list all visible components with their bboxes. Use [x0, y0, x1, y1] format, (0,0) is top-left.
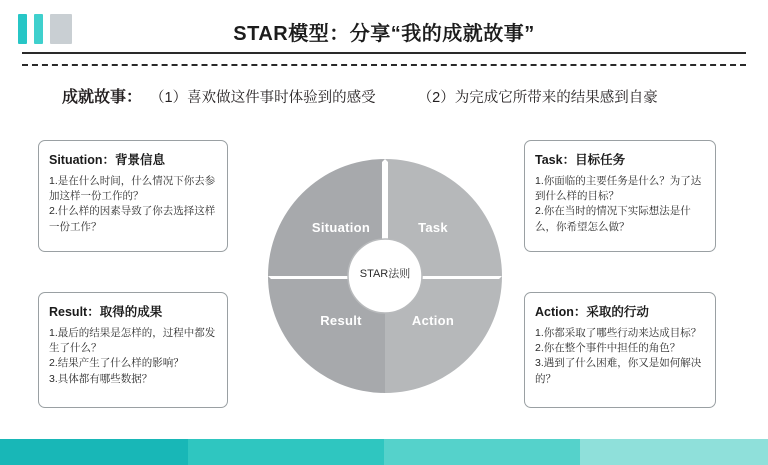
subtitle-item-2: （2）为完成它所带来的结果感到自豪 [417, 90, 658, 106]
subtitle-row [62, 84, 658, 107]
info-box-line: 3.具体都有哪些数据？ [49, 372, 153, 385]
info-box-title: Situation：背景信息 [49, 153, 165, 167]
info-box-line: 2.什么样的因素导致了你去选择这样 [49, 205, 216, 218]
footer-band [580, 439, 768, 465]
page-title: STAR模型：分享“我的成就故事” [233, 23, 535, 45]
info-box-line: 么，你希望怎么做？ [535, 220, 630, 233]
info-box-line: 到什么样的目标？ [535, 190, 619, 203]
info-box-line: 2.结果产生了什么样的影响？ [49, 357, 184, 370]
donut-center-label: STAR法则 [359, 268, 411, 280]
donut-label-result: Result [320, 313, 362, 328]
subtitle-lead: 成就故事： [62, 89, 143, 106]
footer-band [188, 439, 384, 465]
info-box-action [524, 292, 716, 408]
info-box-line: 一份工作？ [49, 220, 102, 233]
info-box-task [524, 140, 716, 252]
footer-band [384, 439, 580, 465]
info-box-result [38, 292, 228, 408]
info-box-line: 生了什么？ [49, 342, 102, 355]
header-divider [22, 52, 746, 54]
star-model-donut-chart [266, 150, 504, 402]
page-footer [0, 439, 768, 465]
info-box-line: 2.你在整个事件中担任的角色？ [535, 342, 681, 355]
footer-band [0, 439, 188, 465]
info-box-line: 1.最后的结果是怎样的，过程中都发 [49, 327, 216, 339]
donut-label-situation: Situation [311, 220, 371, 235]
header-dashed-divider [22, 64, 746, 66]
info-box-line: 1.你面临的主要任务是什么？为了达 [535, 175, 702, 187]
info-box-line: 3.遇到了什么困难，你又是如何解决 [535, 357, 702, 370]
subtitle-item-1: （1）喜欢做这件事时体验到的感受 [150, 90, 376, 106]
info-box-title: Result：取得的成果 [49, 305, 163, 319]
page-header [0, 0, 768, 60]
donut-label-task: Task [418, 220, 448, 235]
info-box-title: Action：采取的行动 [535, 305, 649, 319]
info-box-line: 的？ [535, 372, 556, 385]
info-box-line: 1.是在什么时间，什么情况下你去参 [49, 175, 216, 187]
donut-svg [266, 150, 504, 402]
info-box-line: 加这样一份工作的？ [49, 190, 144, 203]
info-box-line: 2.你在当时的情况下实际想法是什 [535, 205, 691, 218]
info-box-line: 1.你都采取了哪些行动来达成目标？ [535, 327, 702, 339]
info-box-situation [38, 140, 228, 252]
info-box-title: Task：目标任务 [535, 153, 626, 167]
donut-label-action: Action [411, 313, 455, 328]
